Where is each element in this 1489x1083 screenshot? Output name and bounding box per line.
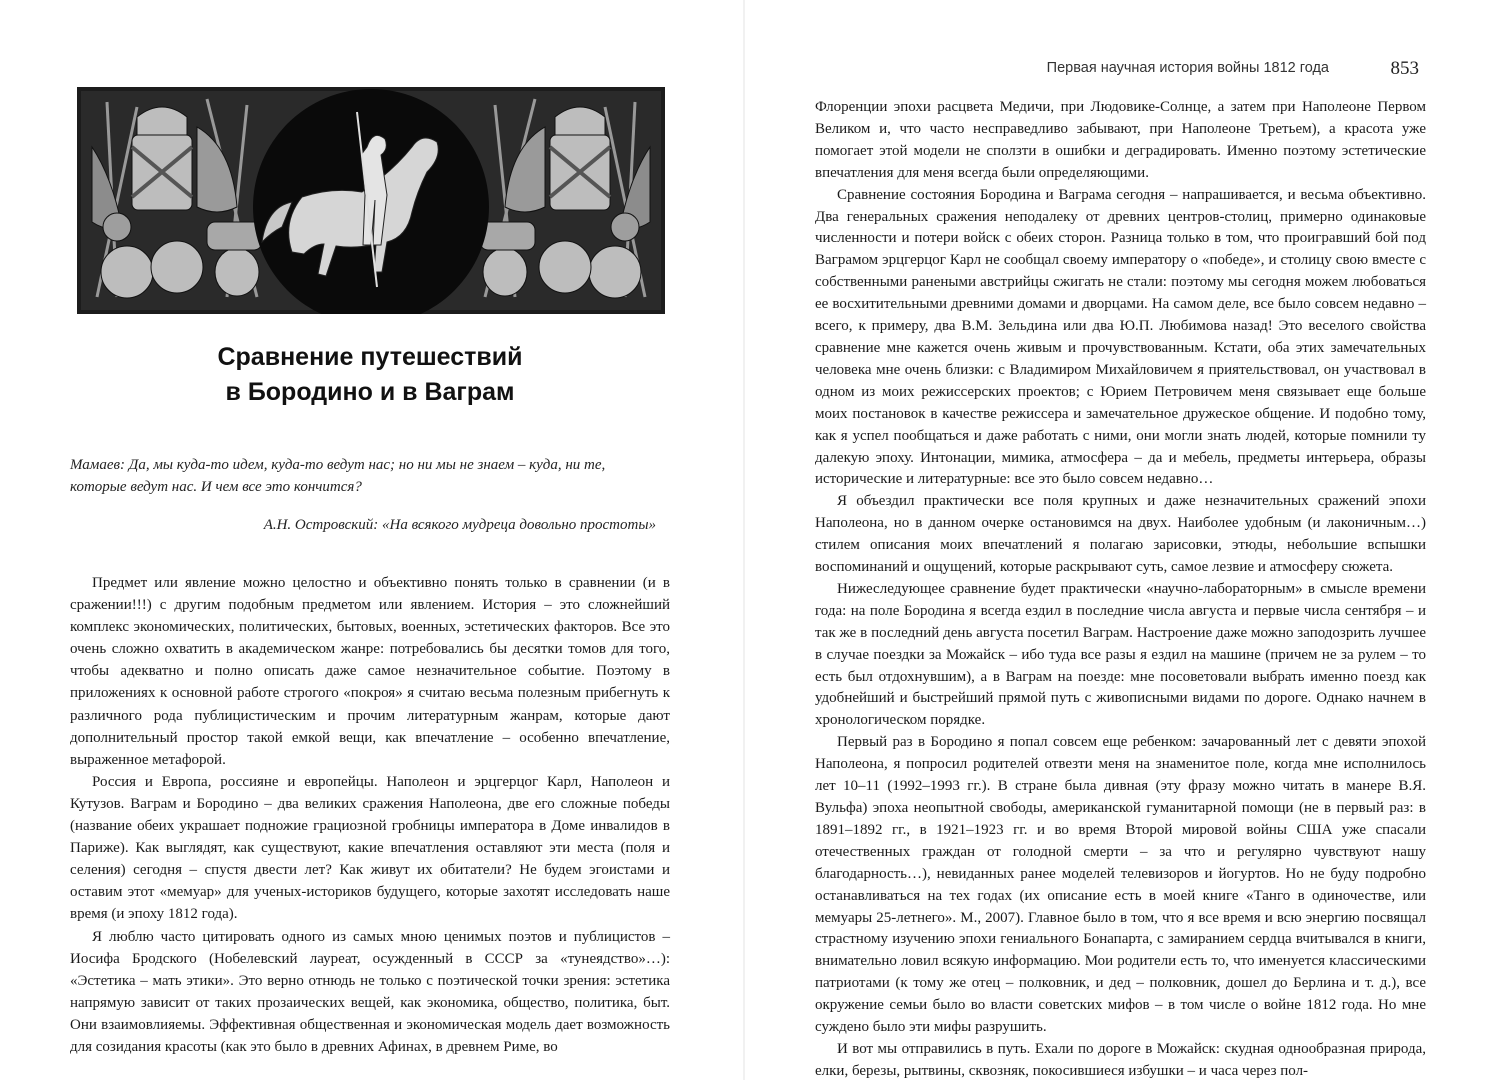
running-header: [810, 58, 1419, 80]
right-page: [745, 0, 1489, 1080]
paragraph: Флоренции эпохи расцвета Медичи, при Людовике-Солнце, а затем при Наполеоне Первом Великом и, что часто несправедливо забывают, при Наполеоне Третьем), а красота уже помогает этой модели не сползти в ошибки и деградировать. Именно поэтому эстетические впечатления для меня всегда были определяющими.: [815, 99, 1426, 181]
right-page-body: [815, 97, 1426, 1083]
paragraph: Россия и Европа, россияне и европейцы. Наполеон и эрцгерцог Карл, Наполеон и Кутузов. Ваграм и Бородино – два великих сражения Наполеона, две его сложные победы (название обеих украшает подножие грациозной гробницы императора в Доме инвалидов в Париже). Как выглядят, как существуют, какие впечатления оставляют эти места (поля и селения) сегодня – спустя двести лет? Как живут их обитатели? Не будем эгоистами и оставим этот «мемуар» для ученых-историков будущего, которые захотят исследовать наше время (и эпоху 1812 года).: [70, 773, 670, 923]
paragraph: Нижеследующее сравнение будет практически «научно-лабораторным» в смысле времени года: на поле Бородина я всегда ездил в последние числа августа и первые числа сентября – и так же в последний день августа посетил Ваграм. Настроение даже можно заподозрить лучшее в случае поездки за Можайск – ибо туда все разы я ездил на машине (причем не за рулем – то есть был отдохнувшим), а в Ваграм на поезде: мне посоветовали выбрать именно поезд как удобнейший и быстрейший прямой путь с живописными видами по дороге. Однако начнем в хронологическом порядке.: [815, 580, 1426, 729]
epigraph-quote: Мамаев: Да, мы куда-то идем, куда-то ведут нас; но ни мы не знаем – куда, ни те, которые ведут нас. И чем все это кончится?: [70, 457, 606, 495]
paragraph: И вот мы отправились в путь. Ехали по дороге в Можайск: скудная однообразная природа, елки, березы, рытвины, сквозняк, покосившиеся избушки – и часа через пол-: [815, 1040, 1426, 1079]
paragraph: Я объездил практически все поля крупных и даже незначительных сражений эпохи Наполеона, но в данном очерке остановимся на двух. Наиболее удобным (и лаконичным…) стилем описания моих впечатлений я полагаю зарисовки, этюды, небольшие вспышки воспоминаний и ощущений, которые раскрывают суть, самое лезвие и атмосферу сюжета.: [815, 493, 1426, 576]
chapter-title: [70, 340, 670, 410]
left-page-body: [70, 572, 670, 1058]
running-title: Первая научная история войны 1812 года: [1046, 60, 1329, 76]
paragraph: Сравнение состояния Бородина и Ваграма сегодня – напрашивается, и весьма объективно. Два генеральных сражения неподалеку от древних центров-столиц, примерно одинаковые численности и потери войск с обеих сторон. Разница только в том, что проигравший бой под Ваграмом эрцгерцог Карл не сообщал своему императору о «победе», и столицу свою вместе с собственными ранеными австрийцы сжигать не стали: поэтому мы сегодня можем любоваться ее восхитительными древними домами и дворцами. На самом деле, все было совсем недавно – всего, к примеру, два В.М. Зельдина или два Ю.П. Любимова назад! Это веселого свойства сравнение мне кажется очень живым и прочувствованным. Кстати, оба этих замечательных человека мне очень близки: с Владимиром Михайловичем я приятельствовал, он участвовал в одном из моих режиссерских проектов; с Юрием Петровичем меня связывает еще больше моих постановок в качестве режиссера и замечательное дружеское общение. И подобно тому, как я успел пообщаться и даже работать с ними, они могли знать людей, которые помнили ту далекую эпоху. Интонации, мимика, атмосфера – да и мебель, предметы интерьера, образы исторические и литературные: все это было совсем недавно…: [815, 186, 1426, 488]
epigraph: [70, 454, 656, 536]
paragraph: Первый раз в Бородино я попал совсем еще ребенком: зачарованный лет с девяти эпохой Наполеона, я попросил родителей отвезти меня на знаменитое поле, когда мне исполнилось лет 10–11 (1992–1993 гг.). В стране была дивная (эту фразу можно читать в манере В.Я. Вульфа) эпоха неопытной свободы, американской гуманитарной помощи (не в первый раз: в 1891–1892 гг., в 1921–1923 гг. и во время Второй мировой войны США уже спасали отечественных граждан от голодной смерти – за что и регулярно чувствуют нашу благодарность…), невиданных ранее моделей телевизоров и йогуртов. Но не буду подробно останавливаться на тех годах (их описание есть в моей книге «Танго в одиночестве, или мемуары 25-летнего». М., 2007). Главное было в том, что я все время и всю энергию посвящал страстному изучению эпохи гениального Бонапарта, с замиранием сердца вчитывался в книги, внимательно ловил всякую информацию. Мои родители есть то, что именуется классическими патриотами (к тому же отец – полковник, и дед – полковник, дошел до Берлина и т. д.), все окружение семьи было во власти советских мифов – в том числе о войне 1812 года. Но мне суждено было эти мифы разрушить.: [815, 734, 1426, 1036]
epigraph-attribution: А.Н. Островский: «На всякого мудреца довольно простоты»: [263, 517, 656, 533]
neoclassical-ornament-illustration: [77, 87, 665, 314]
paragraph: Я люблю часто цитировать одного из самых мною ценимых поэтов и публицистов – Иосифа Бродского (Нобелевский лауреат, осужденный в СССР за «тунеядство»…): «Эстетика – мать этики». Это верно отнюдь не только с поэтической точки зрения: эстетика напрямую зависит от таких прозаических вещей, как экономика, общество, политика, быт. Они взаимовлияемы. Эффективная общественная и экономическая модель дает возможность для созидания красоты (как это было в древних Афинах, в древнем Риме, во: [70, 928, 670, 1055]
chapter-title-line-1: Сравнение путешествий: [217, 343, 523, 371]
left-page: [0, 0, 744, 1080]
page-number: 853: [1390, 58, 1419, 79]
chapter-title-line-2: в Бородино и в Ваграм: [225, 378, 515, 406]
paragraph: Предмет или явление можно целостно и объективно понять только в сравнении (и в сражении!!!) с другим подобным предметом или явлением. История – это сложнейший комплекс экономических, политических, бытовых, военных, эстетических факторов. Все это очень сложно охватить в академическом жанре: потребовались бы десятки томов для того, чтобы адекватно и полно описать даже самое незначительное событие. Поэтому в приложениях к основной работе строгого «покроя» я считаю весьма полезным прибегнуть к различного рода публицистическим и прочим литературным жанрам, которые дают дополнительный простор такой емкой вещи, как впечатление – особенно впечатление, выраженное метафорой.: [70, 575, 670, 768]
